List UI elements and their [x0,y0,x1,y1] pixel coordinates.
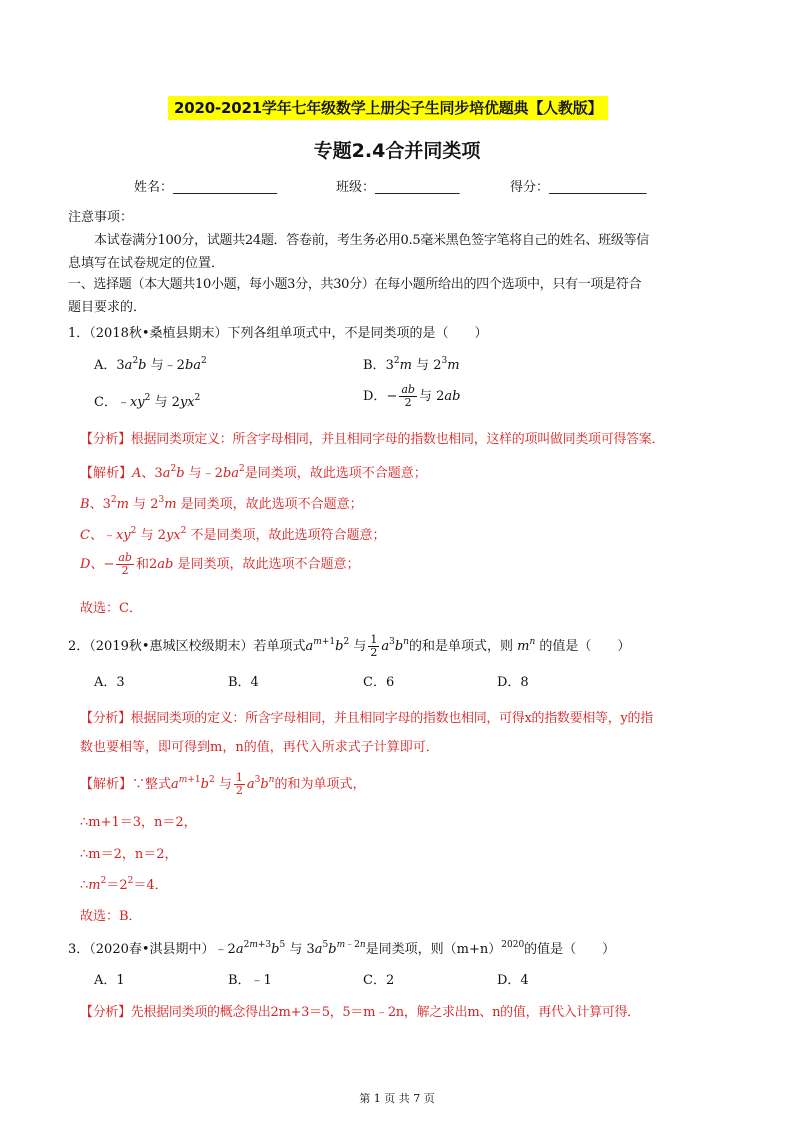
q2-stem: 2．（2019秋•惠城区校级期末）若单项式$a^{m+1}b^2$ 与 $\frac{1}{2}$ $a^3b^n$的和是单项式，则 $m^n$ 的值是（ ） [68,633,631,659]
q2-analysis-line-1: 【分析】根据同类项的定义：所含字母相同，并且相同字母的指数也相同，可得x的指数要相等，y的指 [80,711,653,726]
name-field[interactable] [134,176,277,195]
q1-option-b[interactable]: B．$3^2m$ 与 $2^3m$ [363,356,460,373]
q3-option-a[interactable]: A．1 [94,973,125,988]
section-line-2: 题目要求的． [68,300,147,315]
section-line-1: 一、选择题（本大题共10小题，每小题3分，共30分）在每小题所给出的四个选项中，只有一项是符合 [68,277,642,292]
notes-heading: 注意事项： [68,210,134,225]
name-blank: ________________ [173,180,278,195]
q1-solution-a: 【解析】A、$3a^2b$ 与$﹣2ba^2$是同类项，故此选项不合题意； [80,464,427,481]
class-blank: _____________ [375,180,460,195]
q2-step-2: ∴m＝2，n＝2， [80,847,178,862]
q1-analysis: 【分析】根据同类项定义：所含字母相同，并且相同字母的指数也相同，这样的项叫做同类项可得答案． [80,432,665,447]
name-label: 姓名： [134,180,174,195]
q1-option-c[interactable]: C．$﹣xy^2$ 与 $2yx^2$ [94,393,201,410]
q2-analysis-line-2: 数也要相等，即可得到m，n的值，再代入所求式子计算即可． [80,740,439,755]
q2-option-c[interactable]: C．6 [363,675,395,690]
q2-option-d[interactable]: D．8 [497,675,529,690]
q2-option-b[interactable]: B．4 [228,675,259,690]
notes-line-1: 本试卷满分100分，试题共24题．答卷前，考生务必用0.5毫米黑色签字笔将自己的姓名、班级等信 [94,233,649,248]
q2-step-3: $\therefore m^2=2^2=4$． [80,876,168,893]
q2-answer: 故选：B． [80,909,142,924]
q1-solution-b: B、$3^2m$ 与 $2^3m$ 是同类项，故此选项不合题意； [80,495,363,512]
q1-answer: 故选：C． [80,601,142,616]
q1-option-a[interactable]: A．$3a^2b$ 与$﹣2ba^2$ [94,356,207,373]
q1-option-d[interactable]: D．− $\frac{ab}{2}$ 与 2ab [363,383,461,409]
page-footer: 第 1 页 共 7 页 [359,1092,435,1105]
q3-stem: 3．（2020春•淇县期中）$﹣2a^{2m+3}b^5$ 与 $3a^5b^{m﹣2n}$是同类项，则$(m+n)^{2020}$的值是（ ） [68,940,616,957]
score-field[interactable] [510,176,647,195]
q1-stem: 1．（2018秋•桑植县期末）下列各组单项式中，不是同类项的是（ ） [68,326,488,341]
q2-step-1: ∴m+1＝3，n＝2， [80,815,197,830]
score-label: 得分： [510,180,550,195]
score-blank: _______________ [549,180,647,195]
class-label: 班级： [336,180,376,195]
class-field[interactable] [336,176,460,195]
q3-analysis: 【分析】先根据同类项的概念得出2m+3＝5，5＝m﹣2n，解之求出m、n的值，再代入计算可得． [80,1005,640,1020]
q2-option-a[interactable]: A．3 [94,675,125,690]
q3-option-b[interactable]: B．﹣1 [228,973,272,988]
q1-solution-c: C、$﹣xy^2$ 与 $2yx^2$ 不是同类项，故此选项符合题意； [80,526,386,543]
q2-solution: 【解析】∵整式$a^{m+1}b^2$ 与 $\frac{1}{2}$ $a^3b^n$的和为单项式， [80,771,366,797]
q1-solution-d: D、− $\frac{ab}{2}$ 和2ab 是同类项，故此选项不合题意； [80,551,360,577]
notes-line-2: 息填写在试卷规定的位置． [68,256,225,271]
q3-option-c[interactable]: C．2 [363,973,395,988]
q3-option-d[interactable]: D．4 [497,973,529,988]
series-banner: 2020-2021学年七年级数学上册尖子生同步培优题典【人教版】 [168,96,608,120]
page-title: 专题2.4合并同类项 [313,140,481,162]
